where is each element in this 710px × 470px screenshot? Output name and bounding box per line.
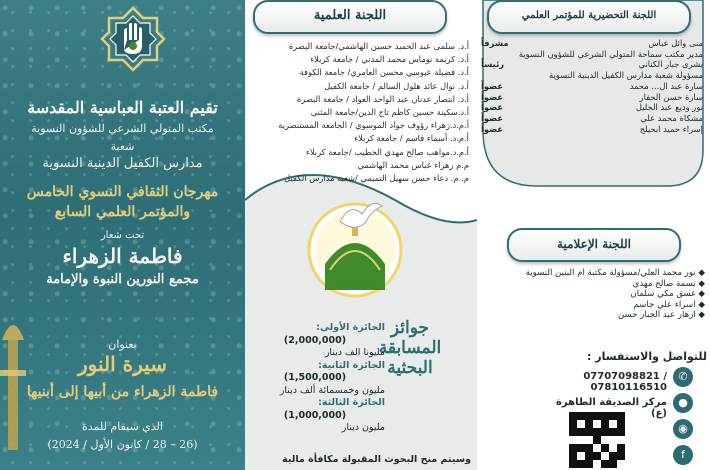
presenter-line4: مدارس الكفيل الدينية النسوية: [42, 156, 203, 171]
scientific-member: م. م. دعاء حسن سهيل التميمي /شعبة مدارس الكفيل: [284, 173, 469, 184]
preparatory-row: [481, 81, 703, 92]
preparatory-row: [481, 38, 703, 49]
instagram-icon[interactable]: ◉: [673, 419, 693, 439]
preparatory-row: [481, 102, 703, 113]
preparatory-committee-header: اللجنة التحضيرية للمؤتمر العلمي: [487, 0, 691, 34]
preparatory-member-name: مشكاة محمد علي: [640, 112, 703, 123]
scientific-member: أ.م.د.مواهب صالح مهدي الخطيب /جامعة كربلاء: [305, 146, 469, 157]
presenter-line3: شعبة: [110, 140, 135, 153]
media-member: ◆ نور محمد العلي/مسؤولة مكتبة ام البنين النسوية: [525, 268, 705, 278]
second-prize-words: مليون وخمسمائة ألف دينار: [279, 384, 385, 396]
title-line1: سيرة النور: [78, 352, 167, 376]
media-member: ◆ بسمة صالح مهدي: [632, 278, 705, 289]
conference-line2: والمؤتمر العلمي السابع: [54, 204, 191, 220]
scientific-member: أ.د. كريمة نوماس محمد المدني / جامعة كربلاء: [310, 54, 469, 65]
scientific-member: أ.د.سكينة حسين كاظم تاج الدين/جامعة المثنى: [310, 107, 469, 118]
scientific-committee-header: اللجنة العلمية: [253, 0, 447, 34]
second-prize-amount: (1,500,000): [283, 372, 347, 383]
date-line2: (26 – 28 / كانون الأول / 2024): [47, 438, 198, 451]
preparatory-row: [481, 49, 703, 60]
scientific-member: أ.م.د.زهراء رؤوف جواد الموسوي / الجامعة المستنصرية: [278, 120, 469, 131]
preparatory-member-name: نور وديع عبد الجليل: [635, 102, 703, 113]
preparatory-member-name: إسراء حميد ابحيلج: [639, 123, 703, 134]
title-line2: فاطمة الزهراء من أبيها إلى أبنيها: [26, 384, 219, 400]
preparatory-member-name: مدير مكتب سماحة المتولي الشرعي للشؤون النسوية: [518, 48, 703, 59]
scientific-member: أ.د. نوال عائد هلول السالم / جامعة الكفيل: [324, 80, 469, 91]
preparatory-member-role: عضواً: [481, 123, 504, 134]
right-panel: [477, 0, 710, 470]
contact-phone[interactable]: 07707098821 / 07810116510: [583, 371, 667, 393]
prizes-title-line2: المسابقة: [378, 338, 442, 358]
preparatory-member-name: سارة عبد ال... محمد: [629, 80, 703, 91]
preparatory-member-name: بشرى جبار الكناني: [638, 59, 703, 70]
first-prize-amount: (2,000,000): [283, 334, 347, 346]
presenter-line2: مكتب المتولي الشرعي للشؤون النسوية: [31, 122, 214, 135]
conference-line1: مهرجان الثقافي النسوي الخامس: [26, 184, 219, 200]
contact-title: للتواصل والاستفسار :: [587, 350, 707, 363]
media-members-list: [483, 268, 705, 321]
abbas-shrine-logo: [100, 6, 166, 82]
slogan-intro: تحت شعار: [100, 230, 145, 241]
preparatory-member-role: مشرفاً: [481, 38, 509, 48]
preparatory-row: [481, 113, 703, 124]
preparatory-row: [481, 124, 703, 135]
location-icon[interactable]: ●: [673, 393, 693, 413]
preparatory-member-role: عضواً: [481, 102, 504, 113]
prizes-note: وسيتم منح البحوث المقبولة مكافأة مالية: [282, 454, 471, 465]
facebook-icon[interactable]: f: [673, 445, 693, 465]
media-member: ◆ اسراء علي جاسم: [633, 299, 705, 310]
third-prize-amount: (1,000,000): [283, 409, 347, 421]
scientific-members-list: [249, 40, 469, 185]
preparatory-row: [481, 92, 703, 103]
slogan-line2: مجمع النورين النبوة والإمامة: [46, 272, 199, 287]
presenter-line1: تقيم العتبة العباسية المقدسة: [27, 98, 218, 117]
preparatory-member-role: عضواً: [481, 112, 504, 123]
scientific-member: أ.د. انتصار عدنان عبد الواحد العواد / جامعة البصرة: [296, 93, 469, 104]
scientific-member: أ.د. فضيلة عبوسي محسن العامري/ جامعة الكوفة: [299, 67, 469, 78]
preparatory-member-name: مسؤولة شعبة مدارس الكفيل الدينية النسوية: [548, 70, 703, 81]
qr-code[interactable]: [569, 412, 625, 468]
media-member: ◆ ازهار عبد الجبار حسن: [617, 310, 705, 321]
prizes-title-line1: جوائز: [390, 318, 430, 338]
contact-location: مركز الصديقة الطاهرة (ع): [556, 397, 667, 419]
prizes-list: [245, 322, 385, 435]
second-prize-label: الجائزة الثانية:: [318, 359, 385, 371]
preparatory-member-role: عضواً: [481, 80, 504, 91]
media-member: ◆ غسق مكي سلمان: [630, 289, 705, 300]
preparatory-member-name: منى وائل عباس: [648, 38, 703, 48]
preparatory-row: [481, 59, 703, 70]
phone-icon[interactable]: ✆: [673, 367, 693, 387]
media-committee-header: اللجنة الإعلامية: [507, 228, 681, 262]
third-prize-label: الجائزة الثالثة:: [318, 397, 385, 408]
title-intro: بعنوان: [108, 338, 137, 351]
preparatory-member-name: سارة حسن الحفار: [639, 91, 703, 102]
date-line1: الذي سيقام للمدة: [82, 420, 163, 433]
preparatory-row: [481, 70, 703, 81]
scientific-member: م.م زهراء عباس محمد الهاشمي: [357, 159, 469, 170]
middle-panel: [245, 0, 477, 470]
first-prize-label: الجائزة الأولى:: [316, 322, 385, 333]
badge-text: روح النور: [336, 280, 378, 290]
prizes-title-line3: البحثية: [387, 358, 433, 378]
scientific-member: أ.د. سلمى عبد الحميد حسين الهاشمي/جامعة البصرة: [288, 41, 469, 51]
scientific-member: أ.م.د. أسماء قاسم / جامعة كربلاء: [354, 133, 469, 144]
slogan-line1: فاطمة الزهراء: [62, 244, 183, 268]
preparatory-member-role: عضواً: [481, 91, 504, 102]
left-panel: [0, 0, 245, 470]
third-prize-words: مليون دينار: [341, 422, 385, 433]
preparatory-member-role: رئيساً: [481, 59, 505, 70]
first-prize-words: مليونا الف دينار: [324, 347, 385, 358]
preparatory-members-list: [481, 38, 703, 134]
